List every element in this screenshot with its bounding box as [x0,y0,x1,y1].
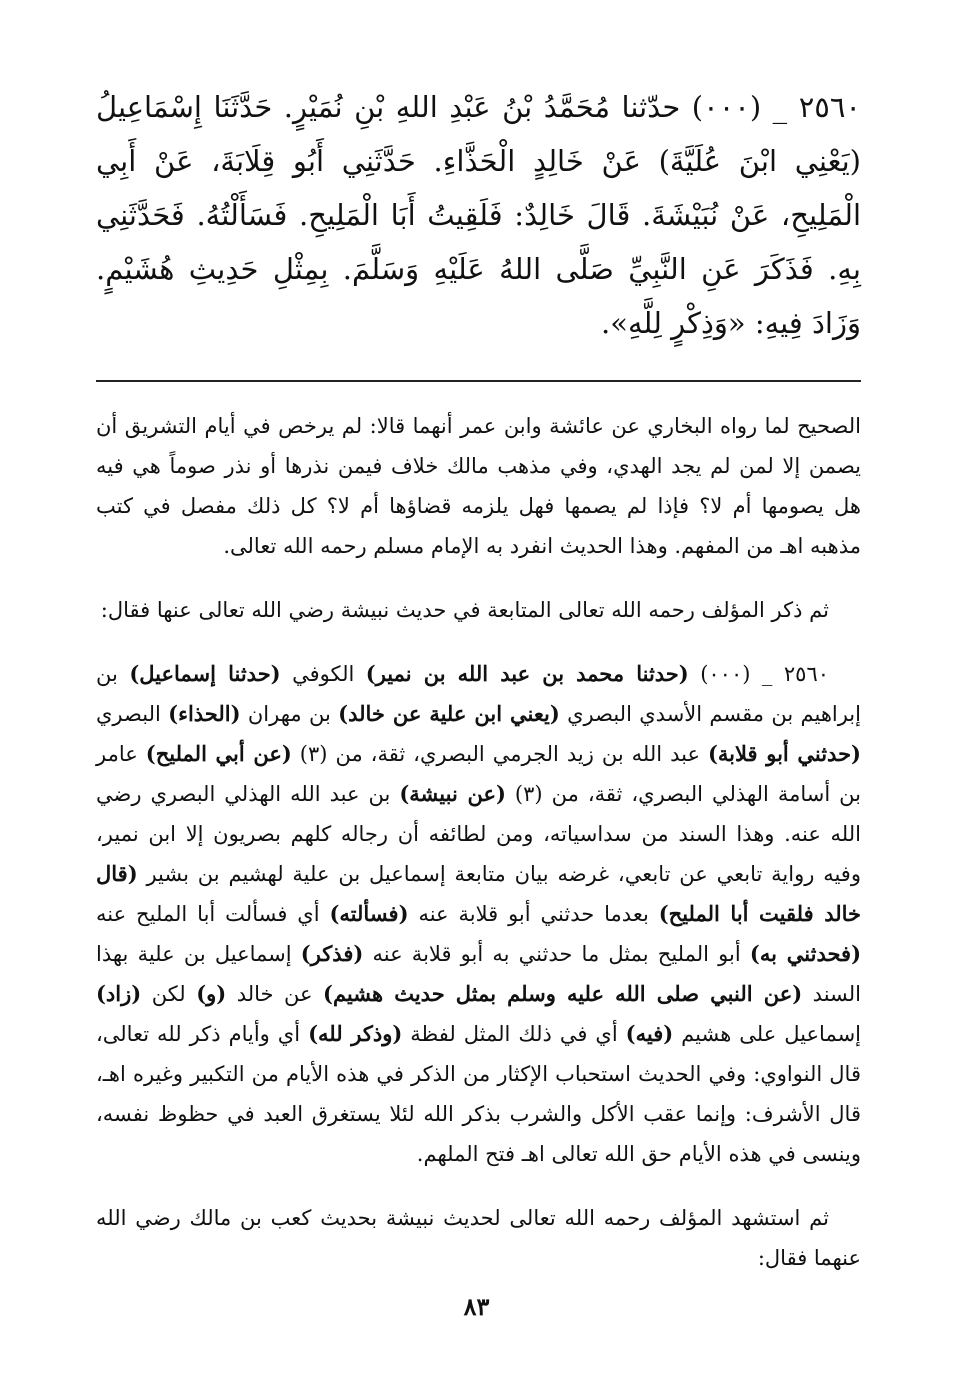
page-body [96,80,861,1278]
sharh-quote: (يعني ابن علية عن خالد) [338,701,560,726]
sharh-quote: (قال خالد فلقيت أبا المليح) [96,861,861,926]
sharh-quote: (و) [196,981,227,1006]
sharh-text: عبد الله بن زيد الجرمي البصري، ثقة، من (٣) [291,742,708,766]
sharh-quote: (فسألته) [329,901,409,926]
sharh-text: إسماعيل بن علية بهذا السند [96,942,861,1006]
sharh-quote: (عن أبي المليح) [145,741,292,766]
sharh-quote: (عن النبي صلى الله عليه وسلم بمثل حديث هشيم) [323,981,803,1006]
sharh-text: بن عبد الله الهذلي البصري رضي الله عنه. وهذا السند من سداسياته، ومن لطائفه أن رجاله كلهم بصريون إلا ابن نمير، وفيه رواية تابعي عن تابعي، غرضه بيان متابعة إسماعيل بن علية لهشيم بن بشير [96,782,861,886]
sharh-text: أي في ذلك المثل لفظة [402,1022,626,1046]
sharh-quote: (حدثنا إسماعيل) [129,661,281,686]
sharh-text: البصري [96,702,169,726]
commentary-continuation: الصحيح لما رواه البخاري عن عائشة وابن عمر أنهما قالا: لم يرخص في أيام التشريق أن يصمن إلا لمن لم يجد الهدي، وفي مذهب مالك خلاف فيمن نذرها أو نذر صوماً هي فيه هل يصومها أم لا؟ فإذا لم يصمها فهل يلزمه قضاؤها أم لا؟ كل ذلك مفصل في كتب مذهبه اهـ من المفهم. وهذا الحديث انفرد به الإمام مسلم رحمه الله تعالى. [96,414,861,558]
sharh-text: لكن [141,982,197,1006]
shahid-intro: ثم استشهد المؤلف رحمه الله تعالى لحديث نبيشة بحديث كعب بن مالك رضي الله عنهما فقال: [96,1206,861,1270]
sharh-text: بن مهران [240,702,339,726]
sharh-text: الكوفي [280,662,366,686]
sharh-text: عن خالد [226,982,324,1006]
footnote-divider [96,380,861,382]
sharh-quote: (فيه) [625,1021,674,1046]
sharh-quote: (حدثنا محمد بن عبد الله بن نمير) [365,661,689,686]
sharh-quote: (زاد) [96,981,142,1006]
sharh-text: ٢٥٦٠ _ (٠٠٠) [688,662,830,686]
sharh-quote: (الحذاء) [168,701,241,726]
page-number: ٨٣ [463,1292,490,1321]
sharh-text: إسماعيل على هشيم [673,1022,862,1046]
sharh-quote: (فذكر) [300,941,364,966]
sharh-text: أبو المليح بمثل ما حدثني به أبو قلابة عنه [363,942,750,966]
sharh-text: أي فسألت أبا المليح عنه [96,902,330,926]
hadith-text: ٢٥٦٠ _ (٠٠٠) حدّثنا مُحَمَّدُ بْنُ عَبْدِ اللهِ بْنِ نُمَيْرٍ. حَدَّثَنَا إِسْمَاعِيلُ (يَعْنِي ابْنَ عُلَيَّةَ) عَنْ خَالِدٍ الْحَذَّاءِ. حَدَّثَنِي أَبُو قِلَابَةَ، عَنْ أَبِي الْمَلِيحِ، عَنْ نُبَيْشَةَ. قَالَ خَالِدٌ: فَلَقِيتُ أَبَا الْمَلِيحِ. فَسَأَلْتُهُ. فَحَدَّثَنِي بِهِ. فَذَكَرَ عَنِ النَّبِيِّ صَلَّى اللهُ عَلَيْهِ وَسَلَّمَ. بِمِثْلِ حَدِيثِ هُشَيْمٍ. وَزَادَ فِيهِ: «وَذِكْرٍ لِلَّهِ». [96,90,861,340]
sharh-text: بعدما حدثني أبو قلابة عنه [408,902,659,926]
sharh-text: بن إبراهيم بن مقسم الأسدي البصري [96,662,861,726]
mutaba-intro: ثم ذكر المؤلف رحمه الله تعالى المتابعة في حديث نبيشة رضي الله تعالى عنها فقال: [100,598,829,622]
sharh-text: أي وأيام ذكر لله تعالى، قال النواوي: وفي الحديث استحباب الإكثار من الذكر في هذه الأيام من التكبير وغيره اهـ، قال الأشرف: وإنما عقب الأكل والشرب بذكر الله لئلا يستغرق العبد في حظوظ نفسه، وينسى في هذه الأيام حق الله تعالى اهـ فتح الملهم. [96,1022,861,1166]
sharh-quote: (عن نبيشة) [399,781,506,806]
sharh-text: عامر بن أسامة الهذلي البصري، ثقة، من (٣) [96,742,861,806]
sharh-quote: (فحدثني به) [749,941,862,966]
sharh-quote: (وذكر لله) [308,1021,403,1046]
sharh-paragraph [96,654,861,1174]
sharh-quote: (حدثني أبو قلابة) [707,741,861,766]
